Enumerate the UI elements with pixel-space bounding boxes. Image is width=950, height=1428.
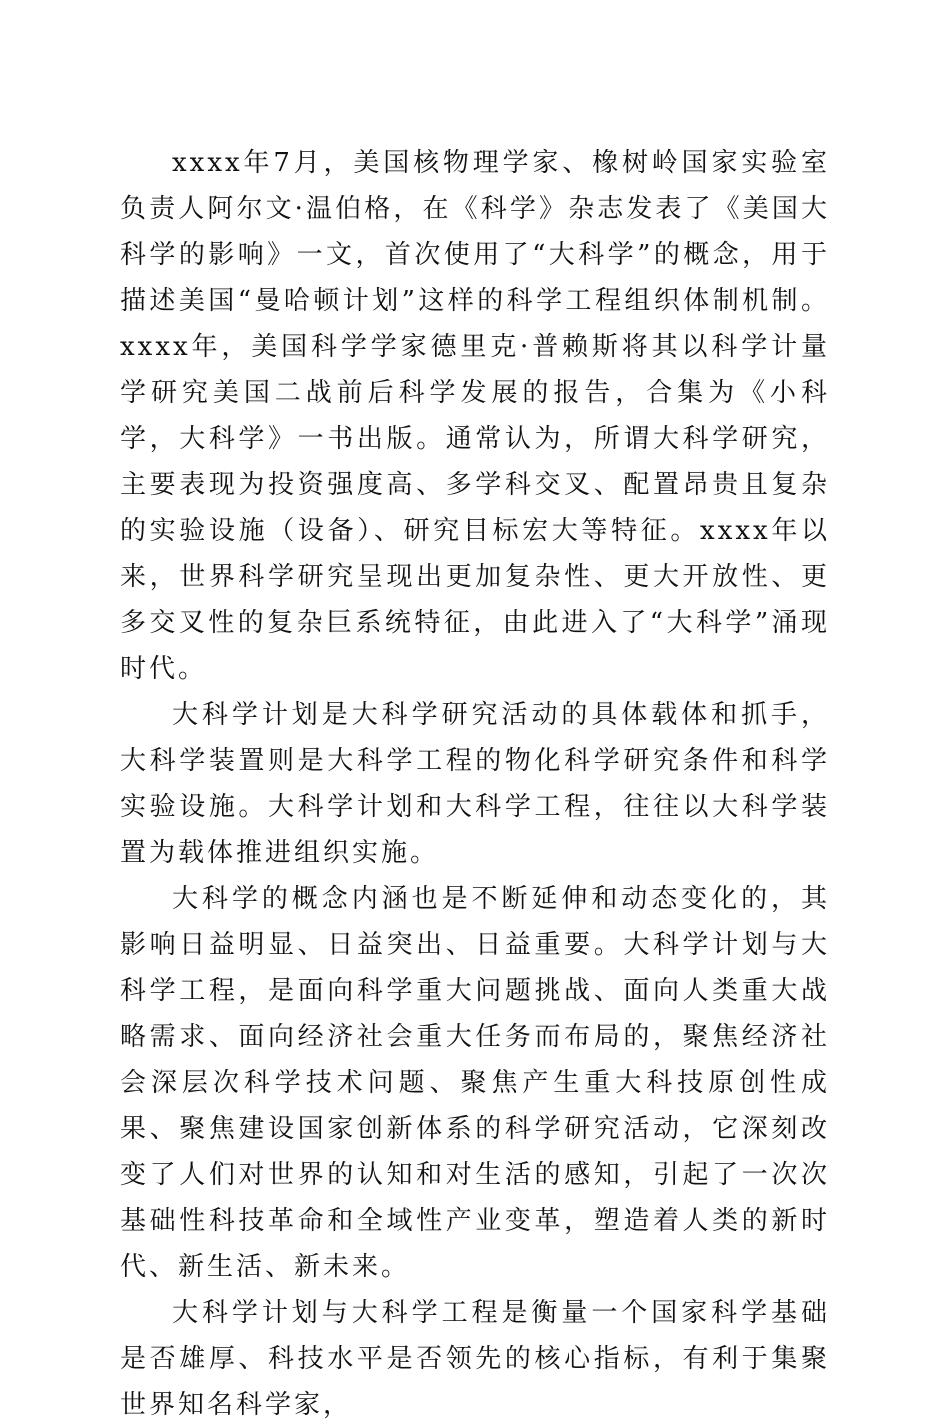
paragraph-2: 大科学计划是大科学研究活动的具体载体和抓手，大科学装置则是大科学工程的物化科学研究条件和科学实验设施。大科学计划和大科学工程，往往以大科学装置为载体推进组织实施。 — [120, 700, 830, 868]
paragraph-4: 大科学计划与大科学工程是衡量一个国家科学基础是否雄厚、科技水平是否领先的核心指标，有利于集聚世界知名科学家， — [120, 1298, 830, 1420]
paragraph-1: xxxx年7月，美国核物理学家、橡树岭国家实验室负责人阿尔文·温伯格，在《科学》杂志发表了《美国大科学的影响》一文，首次使用了“大科学”的概念，用于描述美国“曼哈顿计划”这样的科学工程组织体制机制。xxxx年，美国科学学家德里克·普赖斯将其以科学计量学研究美国二战前后科学发展的报告，合集为《小科学，大科学》一书出版。通常认为，所谓大科学研究，主要表现为投资强度高、多学科交叉、配置昂贵且复杂的实验设施（设备）、研究目标宏大等特征。xxxx年以来，世界科学研究呈现出更加复杂性、更大开放性、更多交叉性的复杂巨系统特征，由此进入了“大科学”涌现时代。 — [120, 148, 830, 684]
document-body — [120, 140, 830, 1428]
paragraph-3: 大科学的概念内涵也是不断延伸和动态变化的，其影响日益明显、日益突出、日益重要。大科学计划与大科学工程，是面向科学重大问题挑战、面向人类重大战略需求、面向经济社会重大任务而布局的，聚焦经济社会深层次科学技术问题、聚焦产生重大科技原创性成果、聚焦建设国家创新体系的科学研究活动，它深刻改变了人们对世界的认知和对生活的感知，引起了一次次基础性科技革命和全域性产业变革，塑造着人类的新时代、新生活、新未来。 — [120, 884, 830, 1282]
